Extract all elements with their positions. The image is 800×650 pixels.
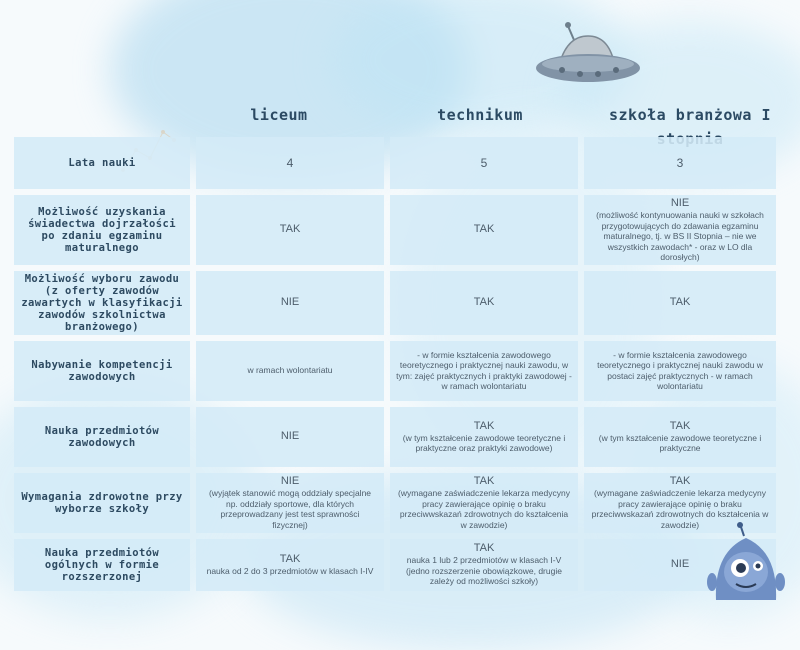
cell-note: - w formie kształcenia zawodowego teoretycznego i praktycznej nauki zawodu w postaci zajęć praktycznych - w ramach wolontariatu <box>597 349 763 391</box>
cell-branzowa <box>584 195 776 265</box>
row-header: Nabywanie kompetencji zawodowych <box>14 341 190 401</box>
cell-note: (wymagane zaświadczenie lekarza medycyny pracy zawierające opinię o braku przeciwwskazań zdrowotnych do kształcenia w zawodzie) <box>591 488 769 530</box>
table-row <box>14 137 776 189</box>
cell-note: w ramach wolontariatu <box>247 365 333 376</box>
cell-main: NIE <box>670 558 690 570</box>
cell-note: (wymagane zaświadczenie lekarza medycyny pracy zawierające opinię o braku przeciwwskazań zdrowotnych do kształcenia w zawodzie) <box>398 488 570 530</box>
row-header: Możliwość wyboru zawodu (z oferty zawodów zawartych w klasyfikacji zawodów szkolnictwa branżowego) <box>14 271 190 335</box>
row-header: Wymagania zdrowotne przy wyborze szkoły <box>14 473 190 533</box>
column-header-liceum: liceum <box>250 106 308 124</box>
cell-main: NIE <box>280 475 300 487</box>
column-header-branzowa: szkoła branżowa I <box>608 106 772 124</box>
alien-icon <box>706 522 786 600</box>
cell-main: 4 <box>286 155 294 170</box>
cell-note: (wyjątek stanowić mogą oddziały specjalne np. oddziały sportowe, dla których przeprowadzany jest test sprawności fizycznej) <box>208 488 372 530</box>
cell-main: NIE <box>280 296 300 308</box>
cell-liceum <box>196 539 384 591</box>
cell-note: nauka od 2 do 3 przedmiotów w klasach I-IV <box>206 565 374 576</box>
cell-main: TAK <box>473 542 495 555</box>
cell-note: (w tym kształcenie zawodowe teoretyczne i praktyczne oraz praktyki zawodowe) <box>402 432 566 453</box>
cell-technikum <box>390 195 578 265</box>
table-row <box>14 539 776 591</box>
cell-liceum <box>196 341 384 401</box>
table-row <box>14 473 776 533</box>
table-row <box>14 195 776 265</box>
cell-liceum <box>196 407 384 467</box>
cell-main: 3 <box>676 155 684 170</box>
cell-branzowa <box>584 271 776 335</box>
cell-main: 5 <box>480 155 488 170</box>
row-header: Lata nauki <box>14 137 190 189</box>
cell-technikum <box>390 473 578 533</box>
cell-technikum <box>390 539 578 591</box>
cell-branzowa <box>584 137 776 189</box>
table-row <box>14 407 776 467</box>
cell-technikum <box>390 341 578 401</box>
cell-note: nauka 1 lub 2 przedmiotów w klasach I-V (jedno rozszerzenie obowiązkowe, drugie zależy od możliwości szkoły) <box>406 555 562 587</box>
cell-technikum <box>390 271 578 335</box>
cell-main: TAK <box>669 419 691 432</box>
cell-main: TAK <box>669 475 691 487</box>
cell-branzowa <box>584 341 776 401</box>
cell-main: NIE <box>280 430 300 442</box>
cell-main: TAK <box>279 223 301 236</box>
cell-note: (w tym kształcenie zawodowe teoretyczne i praktyczne <box>598 432 762 453</box>
cell-technikum <box>390 407 578 467</box>
comparison-table <box>8 131 782 597</box>
cell-note: - w formie kształcenia zawodowego teoretycznego i praktycznej nauki zawodu, w tym: zajęć praktycznych i praktyki zawodowej - w ramach wolontariatu <box>396 349 572 391</box>
cell-technikum <box>390 137 578 189</box>
cell-main: TAK <box>473 419 495 432</box>
cell-main: TAK <box>473 475 495 487</box>
cell-main: TAK <box>279 552 301 565</box>
cell-main: TAK <box>669 296 691 308</box>
row-header: Możliwość uzyskania świadectwa dojrzałości po zdaniu egzaminu maturalnego <box>14 195 190 265</box>
column-header-technikum: technikum <box>437 106 523 124</box>
table-row <box>14 341 776 401</box>
cell-main: NIE <box>670 197 690 209</box>
cell-main: TAK <box>473 223 495 236</box>
table-row <box>14 271 776 335</box>
cell-main: TAK <box>473 296 495 308</box>
cell-liceum <box>196 271 384 335</box>
cell-liceum <box>196 195 384 265</box>
cell-note: (możliwość kontynuowania nauki w szkołach przygotowujących do zdawania egzaminu maturalnego, tj. w BS II Stopnia – nie we wszystkich zawodach* - oraz w LO dla dorosłych) <box>596 210 764 262</box>
row-header: Nauka przedmiotów zawodowych <box>14 407 190 467</box>
cell-liceum <box>196 137 384 189</box>
cell-branzowa <box>584 407 776 467</box>
row-header: Nauka przedmiotów ogólnych w formie rozszerzonej <box>14 539 190 591</box>
cell-liceum <box>196 473 384 533</box>
ufo-icon <box>532 18 644 98</box>
